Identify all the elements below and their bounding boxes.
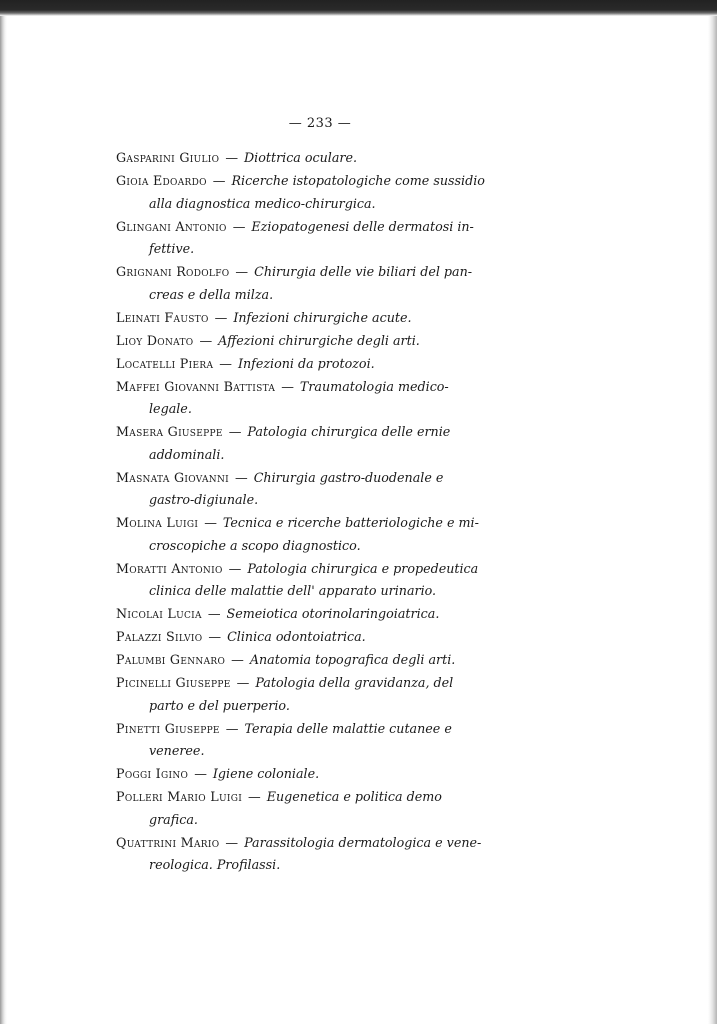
- entry-separator: —: [231, 652, 244, 667]
- entry-title: Diottrica oculare.: [244, 150, 358, 165]
- list-item: [116, 603, 544, 626]
- entry-title-continuation: legale.: [149, 401, 192, 416]
- scan-right-edge: [708, 16, 717, 1024]
- entry-separator: —: [207, 606, 221, 621]
- entry-author: Poggi Igino: [116, 766, 189, 781]
- entry-title: Patologia chirurgica e propedeutica: [247, 560, 479, 576]
- entry-separator: —: [228, 424, 242, 439]
- list-item: [116, 626, 544, 649]
- entry-separator: —: [199, 332, 213, 348]
- entry-author: Palumbi Gennaro: [116, 652, 226, 667]
- entry-title-continuation: creas e della milza.: [149, 286, 274, 302]
- entry-title-continuation: grafica.: [149, 811, 198, 827]
- entry-author: Locatelli Piera: [116, 355, 214, 371]
- entry-author: Pinetti Giuseppe: [116, 720, 220, 736]
- list-item: [116, 353, 544, 376]
- entry-separator: —: [235, 264, 249, 279]
- list-item: [116, 216, 544, 261]
- entry-author: Masnata Giovanni: [116, 469, 229, 485]
- scan-left-edge: [0, 16, 7, 1024]
- entry-separator: —: [232, 218, 246, 234]
- entry-separator: —: [225, 834, 239, 850]
- entry-author: Gioia Edoardo: [116, 173, 207, 188]
- entry-author: Quattrini Mario: [116, 834, 220, 850]
- entry-separator: —: [212, 173, 226, 188]
- entry-separator: —: [281, 378, 294, 394]
- entry-author: Moratti Antonio: [116, 560, 223, 576]
- entry-title: Eziopatogenesi delle dermatosi in-: [251, 218, 474, 234]
- entry-title-continuation: croscopiche a scopo diagnostico.: [149, 537, 361, 553]
- list-item: [116, 832, 544, 877]
- entry-author: Grignani Rodolfo: [116, 264, 230, 279]
- entry-separator: —: [194, 766, 207, 781]
- entry-separator: —: [228, 560, 242, 576]
- entry-title: Igiene coloniale.: [212, 766, 320, 781]
- entry-author: Gasparini Giulio: [116, 150, 220, 165]
- entry-author: Leinati Fausto: [116, 309, 209, 325]
- entry-title: Chirurgia delle vie biliari del pan-: [254, 264, 473, 279]
- entry-title-continuation: clinica delle malattie dell' apparato urinario.: [149, 583, 437, 598]
- list-item: [116, 672, 544, 717]
- list-item: [116, 718, 544, 763]
- entry-title-continuation: parto e del puerperio.: [149, 697, 290, 713]
- entry-author: Polleri Mario Luigi: [116, 789, 243, 804]
- entry-title-continuation: veneree.: [149, 743, 205, 758]
- entry-title: Anatomia topografica degli arti.: [249, 652, 456, 667]
- entry-title: Traumatologia medico-: [299, 378, 449, 394]
- entry-author: Lioy Donato: [116, 332, 194, 348]
- list-item: [116, 261, 544, 306]
- entry-separator: —: [208, 629, 222, 644]
- entry-title: Patologia chirurgica delle ernie: [247, 424, 451, 439]
- entry-list: [116, 147, 544, 877]
- entry-title: Infezioni chirurgiche acute.: [233, 309, 412, 325]
- entry-author: Nicolai Lucia: [116, 606, 202, 621]
- entry-title-continuation: addominali.: [149, 446, 225, 462]
- list-item: [116, 170, 544, 215]
- entry-title: Parassitologia dermatologica e vene-: [244, 834, 482, 850]
- list-item: [116, 558, 544, 603]
- list-item: [116, 763, 544, 786]
- entry-title: Ricerche istopatologiche come sussidio: [231, 173, 485, 188]
- entry-title: Patologia della gravidanza, del: [255, 675, 454, 690]
- entry-separator: —: [204, 515, 217, 530]
- entry-author: Masera Giuseppe: [116, 424, 223, 439]
- entry-title: Eugenetica e politica demo: [266, 789, 442, 804]
- entry-title: Terapia delle malattie cutanee e: [244, 720, 452, 736]
- entry-author: Palazzi Silvio: [116, 629, 203, 644]
- entry-separator: —: [214, 309, 228, 325]
- entry-title-continuation: gastro-digiunale.: [149, 492, 259, 507]
- list-item: [116, 376, 544, 421]
- entry-author: Glingani Antonio: [116, 218, 227, 234]
- list-item: [116, 307, 544, 330]
- entry-author: Picinelli Giuseppe: [116, 675, 231, 690]
- entry-title-continuation: fettive.: [149, 241, 195, 256]
- entry-title-continuation: alla diagnostica medico-chirurgica.: [149, 195, 376, 211]
- entry-author: Molina Luigi: [116, 515, 199, 530]
- list-item: [116, 512, 544, 557]
- entry-separator: —: [225, 150, 238, 165]
- entry-separator: —: [236, 675, 250, 690]
- entry-title: Chirurgia gastro-duodenale e: [253, 469, 444, 485]
- entry-title: Tecnica e ricerche batteriologiche e mi-: [222, 515, 479, 530]
- list-item: [116, 786, 544, 831]
- list-item: [116, 147, 544, 170]
- entry-separator: —: [248, 789, 261, 804]
- scan-top-edge: [0, 0, 717, 16]
- entry-title: Semeiotica otorinolaringoiatrica.: [226, 606, 440, 621]
- entry-author: Maffei Giovanni Battista: [116, 378, 276, 394]
- entry-separator: —: [235, 469, 248, 485]
- list-item: [116, 649, 544, 672]
- page-number: — 233 —: [288, 116, 352, 131]
- entry-separator: —: [219, 355, 232, 371]
- entry-title: Infezioni da protozoi.: [237, 355, 375, 371]
- list-item: [116, 421, 544, 466]
- entry-separator: —: [225, 720, 239, 736]
- entry-title-continuation: reologica. Profilassi.: [149, 857, 281, 872]
- entry-title: Clinica odontoiatrica.: [227, 629, 366, 644]
- list-item: [116, 330, 544, 353]
- list-item: [116, 467, 544, 512]
- entry-title: Affezioni chirurgiche degli arti.: [218, 332, 420, 348]
